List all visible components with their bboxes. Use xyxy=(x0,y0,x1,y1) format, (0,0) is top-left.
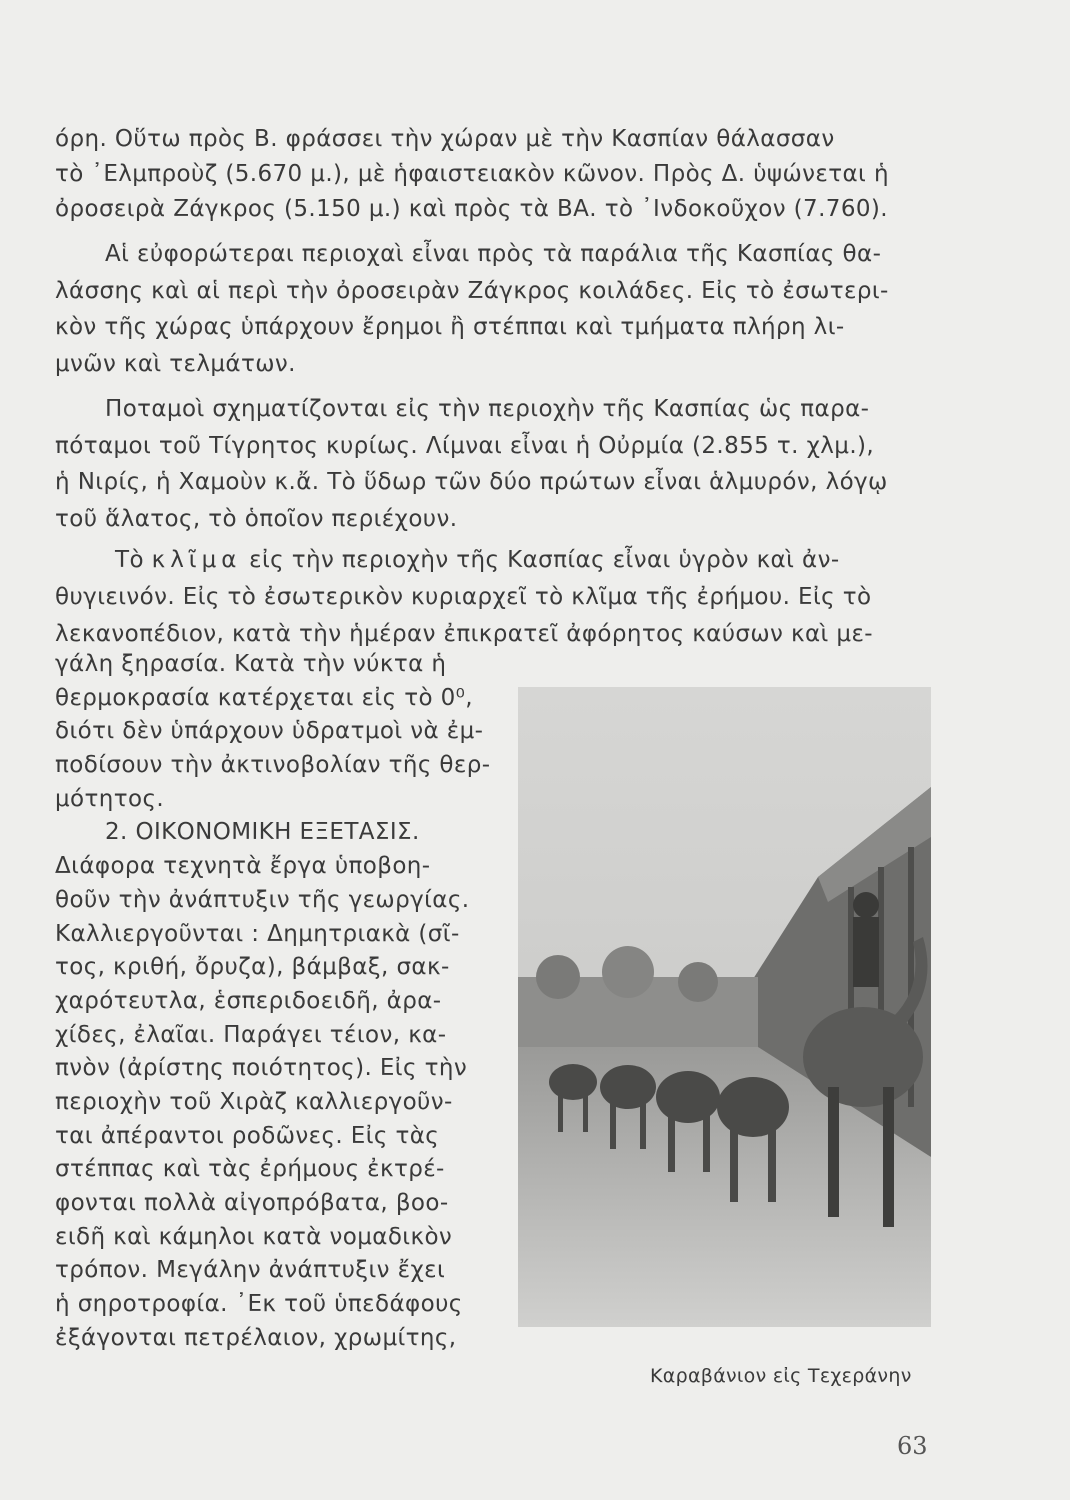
text-line: Αἱ εὐφορώτεραι περιοχαὶ εἶναι πρὸς τὰ παράλια τῆς Κασπίας θα- xyxy=(105,241,882,267)
text-line: πόταμοι τοῦ Τίγρητος κυρίως. Λίμναι εἶναι ἡ Οὐρμία (2.855 τ. χλμ.), xyxy=(55,433,875,459)
figure-caption: Καραβάνιον εἰς Τεχεράνην xyxy=(650,1365,912,1387)
text-line: διότι δὲν ὑπάρχουν ὑδρατμοὶ νὰ ἐμ- xyxy=(55,718,484,745)
text-line: πνὸν (ἀρίστης ποιότητος). Εἰς τὴν xyxy=(55,1055,468,1082)
text-line: γάλη ξηρασία. Κατὰ τὴν νύκτα ἡ xyxy=(55,651,447,677)
text-line: στέππας καὶ τὰς ἐρήμους ἐκτρέ- xyxy=(55,1156,445,1183)
text-line: τὸ ᾿Ελμπροὺζ (5.670 μ.), μὲ ἡφαιστειακὸν κῶνον. Πρὸς Δ. ὑψώνεται ἡ xyxy=(55,161,889,187)
text-line: μνῶν καὶ τελμάτων. xyxy=(55,351,296,377)
text-line: φονται πολλὰ αἰγοπρόβατα, βοο- xyxy=(55,1190,449,1216)
text-line: ποδίσουν τὴν ἀκτινοβολίαν τῆς θερ- xyxy=(55,752,491,779)
section-heading: 2. ΟΙΚΟΝΟΜΙΚΗ ΕΞΕΤΑΣΙΣ. xyxy=(105,819,420,846)
text-line: Ποταμοὶ σχηματίζονται εἰς τὴν περιοχὴν τῆς Κασπίας ὡς παρα- xyxy=(105,396,870,422)
text-line: τοῦ ἅλατος, τὸ ὁποῖον περιέχουν. xyxy=(55,506,458,532)
text-line: ὀροσειρὰ Ζάγκρος (5.150 μ.) καὶ πρὸς τὰ ΒΑ. τὸ ᾿Ινδοκοῦχον (7.760). xyxy=(55,196,888,222)
text-fragment: εἰς τὴν περιοχὴν τῆς Κασπίας εἶναι ὑγρὸν καὶ ἀν- xyxy=(249,547,840,573)
text-line: τος, κριθή, ὄρυζα), βάμβαξ, σακ- xyxy=(55,954,450,981)
text-line: ειδῆ καὶ κάμηλοι κατὰ νομαδικὸν xyxy=(55,1223,453,1250)
text-line: ται ἀπέραντοι ροδῶνες. Εἰς τὰς xyxy=(55,1122,440,1149)
caravan-photo xyxy=(518,687,931,1327)
text-line: ἐξάγονται πετρέλαιον, χρωμίτης, xyxy=(55,1324,457,1351)
text-line: χαρότευτλα, ἑσπεριδοειδῆ, ἀρα- xyxy=(55,987,442,1014)
text-line: χίδες, ἐλαῖαι. Παράγει τέιον, κα- xyxy=(55,1021,447,1048)
text-line: ἡ σηροτροφία. ᾿Εκ τοῦ ὑπεδάφους xyxy=(55,1291,463,1318)
text-line: Καλλιεργοῦνται : Δημητριακὰ (σῖ- xyxy=(55,920,460,947)
text-line: κὸν τῆς χώρας ὑπάρχουν ἔρημοι ἢ στέππαι καὶ τμήματα πλήρη λι- xyxy=(55,314,845,340)
page-number: 63 xyxy=(897,1432,928,1460)
text-line: όρη. Οὕτω πρὸς Β. φράσσει τὴν χώραν μὲ τὴν Κασπίαν θάλασσαν xyxy=(55,126,835,152)
caravan-photo-drawing xyxy=(518,687,931,1327)
text-line xyxy=(115,546,840,574)
text-line: θερμοκρασία κατέρχεται εἰς τὸ 0⁰, xyxy=(55,684,473,711)
narrow-text-column xyxy=(55,648,510,1355)
text-line: θοῦν τὴν ἀνάπτυξιν τῆς γεωργίας. xyxy=(55,886,470,913)
text-line: λεκανοπέδιον, κατὰ τὴν ἡμέραν ἐπικρατεῖ ἀφόρητος καύσων καὶ με- xyxy=(55,621,873,647)
text-line: περιοχὴν τοῦ Χιρὰζ καλλιεργοῦν- xyxy=(55,1088,453,1115)
text-line: Διάφορα τεχνητὰ ἔργα ὑποβοη- xyxy=(55,853,431,880)
text-line: θυγιεινόν. Εἰς τὸ ἐσωτερικὸν κυριαρχεῖ τὸ κλῖμα τῆς ἐρήμου. Εἰς τὸ xyxy=(55,584,872,610)
text-line: μότητος. xyxy=(55,785,165,812)
text-line: λάσσης καὶ αἱ περὶ τὴν ὀροσειρὰν Ζάγκρος κοιλάδες. Εἰς τὸ ἐσωτερι- xyxy=(55,278,889,304)
text-line: τρόπον. Μεγάλην ἀνάπτυξιν ἔχει xyxy=(55,1257,446,1284)
text-line: ἡ Νιρίς, ἡ Χαμοὺν κ.ἄ. Τὸ ὕδωρ τῶν δύο πρώτων εἶναι ἁλμυρόν, λόγῳ xyxy=(55,469,888,495)
spaced-term: κλῖμα xyxy=(151,547,242,573)
text-fragment: Τὸ xyxy=(115,547,144,573)
